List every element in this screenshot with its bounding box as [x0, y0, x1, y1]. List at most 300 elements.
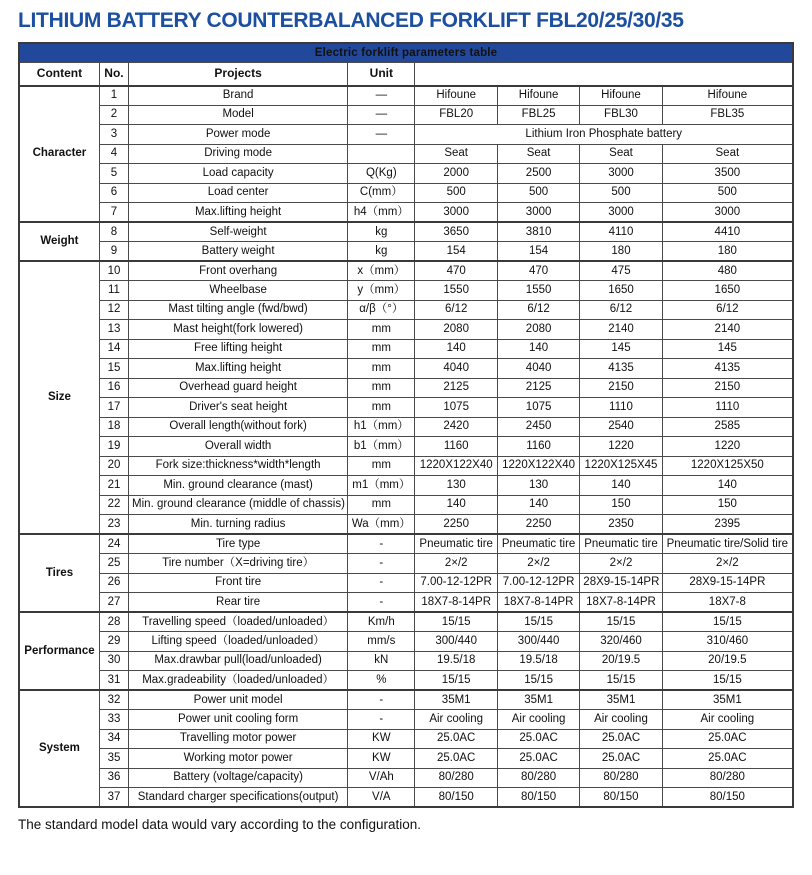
model-value: 18X7-8-14PR [497, 593, 579, 613]
model-value: 475 [580, 261, 662, 281]
table-row [19, 593, 793, 613]
model-value: 130 [497, 476, 579, 496]
project-name: Standard charger specifications(output) [129, 788, 348, 808]
unit-value: - [348, 534, 415, 554]
model-value: 2140 [580, 320, 662, 340]
project-name: Driving mode [129, 144, 348, 164]
row-number: 11 [99, 281, 128, 301]
page-title: LITHIUM BATTERY COUNTERBALANCED FORKLIFT FBL20/25/30/35 [18, 9, 684, 32]
row-number: 10 [99, 261, 128, 281]
model-value: 2250 [415, 515, 497, 535]
model-value: 1220X122X40 [497, 456, 579, 476]
table-row [19, 729, 793, 749]
model-value: Seat [580, 144, 662, 164]
table-row [19, 203, 793, 223]
model-value: 35M1 [497, 690, 579, 710]
row-number: 12 [99, 300, 128, 320]
model-value: 35M1 [580, 690, 662, 710]
row-number: 17 [99, 398, 128, 418]
model-value: 15/15 [580, 612, 662, 632]
project-name: Rear tire [129, 593, 348, 613]
unit-value: - [348, 593, 415, 613]
table-row [19, 573, 793, 593]
table-row [19, 261, 793, 281]
unit-value: V/A [348, 788, 415, 808]
model-value: FBL30 [580, 105, 662, 125]
model-value: 1160 [415, 437, 497, 457]
table-row [19, 339, 793, 359]
model-value: 80/280 [580, 768, 662, 788]
table-row [19, 144, 793, 164]
row-number: 27 [99, 593, 128, 613]
model-value: 140 [415, 339, 497, 359]
model-value: 80/150 [662, 788, 793, 808]
content-group-label: Weight [19, 222, 99, 261]
model-value: 150 [580, 495, 662, 515]
model-value: 6/12 [415, 300, 497, 320]
row-number: 22 [99, 495, 128, 515]
row-number: 29 [99, 632, 128, 652]
content-group-label: Character [19, 86, 99, 223]
table-title: Electric forklift parameters table [19, 43, 793, 63]
row-number: 34 [99, 729, 128, 749]
model-value: 1220X122X40 [415, 456, 497, 476]
model-value: 6/12 [662, 300, 793, 320]
model-value: 310/460 [662, 632, 793, 652]
row-number: 1 [99, 86, 128, 106]
model-value: 2140 [662, 320, 793, 340]
model-value: 15/15 [497, 671, 579, 691]
model-value: 7.00-12-12PR [497, 573, 579, 593]
model-value: 140 [580, 476, 662, 496]
model-value: 3500 [662, 164, 793, 184]
unit-value: V/Ah [348, 768, 415, 788]
model-value: 19.5/18 [497, 651, 579, 671]
project-name: Power unit model [129, 690, 348, 710]
model-value: Air cooling [415, 710, 497, 730]
model-value: 2420 [415, 417, 497, 437]
row-number: 33 [99, 710, 128, 730]
row-number: 14 [99, 339, 128, 359]
model-value: 500 [662, 183, 793, 203]
unit-value: h1（mm） [348, 417, 415, 437]
row-number: 31 [99, 671, 128, 691]
unit-value: KW [348, 729, 415, 749]
project-name: Fork size:thickness*width*length [129, 456, 348, 476]
table-row [19, 437, 793, 457]
model-value: 154 [415, 242, 497, 262]
model-value: 2×/2 [415, 554, 497, 574]
model-value: Hifoune [580, 86, 662, 106]
model-value: 300/440 [497, 632, 579, 652]
model-value: 180 [662, 242, 793, 262]
col-header-projects: Projects [129, 63, 348, 86]
model-value: Air cooling [497, 710, 579, 730]
parameters-table [18, 42, 794, 808]
unit-value [348, 144, 415, 164]
model-value: 80/150 [580, 788, 662, 808]
project-name: Max.gradeability（loaded/unloaded） [129, 671, 348, 691]
model-value: 80/150 [497, 788, 579, 808]
table-row [19, 534, 793, 554]
model-value: 35M1 [415, 690, 497, 710]
col-header-no: No. [99, 63, 128, 86]
unit-value: - [348, 710, 415, 730]
row-number: 15 [99, 359, 128, 379]
model-value: Pneumatic tire [580, 534, 662, 554]
row-number: 13 [99, 320, 128, 340]
project-name: Min. ground clearance (middle of chassis) [129, 495, 348, 515]
model-value: 25.0AC [580, 729, 662, 749]
project-name: Max.lifting height [129, 203, 348, 223]
model-value: Seat [415, 144, 497, 164]
model-value: 15/15 [415, 612, 497, 632]
row-number: 7 [99, 203, 128, 223]
model-value: 4135 [580, 359, 662, 379]
column-header-row [19, 63, 793, 86]
row-number: 32 [99, 690, 128, 710]
table-row [19, 242, 793, 262]
model-value: 1650 [580, 281, 662, 301]
unit-value: kN [348, 651, 415, 671]
model-value: 7.00-12-12PR [415, 573, 497, 593]
unit-value: - [348, 554, 415, 574]
col-header-models [415, 63, 793, 86]
model-value: 154 [497, 242, 579, 262]
model-value: 19.5/18 [415, 651, 497, 671]
project-name: Working motor power [129, 749, 348, 769]
model-value: 25.0AC [497, 749, 579, 769]
model-value: 4040 [415, 359, 497, 379]
project-name: Brand [129, 86, 348, 106]
unit-value: y（mm） [348, 281, 415, 301]
model-value: 1220X125X45 [580, 456, 662, 476]
row-number: 25 [99, 554, 128, 574]
unit-value: mm [348, 456, 415, 476]
model-value: 25.0AC [415, 729, 497, 749]
project-name: Free lifting height [129, 339, 348, 359]
model-value: Seat [497, 144, 579, 164]
table-row [19, 710, 793, 730]
model-value: 140 [415, 495, 497, 515]
project-name: Power unit cooling form [129, 710, 348, 730]
project-name: Front overhang [129, 261, 348, 281]
project-name: Model [129, 105, 348, 125]
model-value: 2×/2 [580, 554, 662, 574]
table-row [19, 768, 793, 788]
model-value: 2585 [662, 417, 793, 437]
model-value: 2450 [497, 417, 579, 437]
table-row [19, 320, 793, 340]
model-value: 150 [662, 495, 793, 515]
model-value: 1075 [497, 398, 579, 418]
col-header-content: Content [19, 63, 99, 86]
unit-value: % [348, 671, 415, 691]
model-value: 140 [497, 339, 579, 359]
project-name: Overall width [129, 437, 348, 457]
model-value: 18X7-8 [662, 593, 793, 613]
model-value: 15/15 [580, 671, 662, 691]
unit-value: Km/h [348, 612, 415, 632]
table-row [19, 398, 793, 418]
model-value: 2125 [497, 378, 579, 398]
model-value: Hifoune [497, 86, 579, 106]
table-row [19, 788, 793, 808]
parameters-tbody [19, 86, 793, 808]
model-value: 2080 [415, 320, 497, 340]
model-value: 1160 [497, 437, 579, 457]
table-title-row [19, 43, 793, 63]
unit-value: Wa（mm） [348, 515, 415, 535]
model-value: 25.0AC [662, 749, 793, 769]
project-name: Tire type [129, 534, 348, 554]
model-value: 470 [415, 261, 497, 281]
model-value: 18X7-8-14PR [415, 593, 497, 613]
content-group-label: Tires [19, 534, 99, 612]
model-value: 15/15 [497, 612, 579, 632]
table-row [19, 690, 793, 710]
model-value: 2080 [497, 320, 579, 340]
unit-value: b1（mm） [348, 437, 415, 457]
project-name: Overhead guard height [129, 378, 348, 398]
model-value: 1650 [662, 281, 793, 301]
table-row [19, 495, 793, 515]
project-name: Min. turning radius [129, 515, 348, 535]
model-value: 2500 [497, 164, 579, 184]
model-value: 1550 [415, 281, 497, 301]
unit-value: — [348, 86, 415, 106]
model-value: 470 [497, 261, 579, 281]
project-name: Mast height(fork lowered) [129, 320, 348, 340]
model-value: 140 [662, 476, 793, 496]
model-value: 3000 [580, 203, 662, 223]
table-row [19, 183, 793, 203]
table-row [19, 300, 793, 320]
model-value: 2125 [415, 378, 497, 398]
table-row [19, 164, 793, 184]
row-number: 21 [99, 476, 128, 496]
model-value: 3000 [662, 203, 793, 223]
unit-value: x（mm） [348, 261, 415, 281]
project-name: Self-weight [129, 222, 348, 242]
row-number: 36 [99, 768, 128, 788]
table-row [19, 105, 793, 125]
model-value: FBL20 [415, 105, 497, 125]
model-value: 4110 [580, 222, 662, 242]
model-value: 500 [415, 183, 497, 203]
model-value: 1220 [662, 437, 793, 457]
row-number: 26 [99, 573, 128, 593]
project-name: Battery (voltage/capacity) [129, 768, 348, 788]
row-number: 6 [99, 183, 128, 203]
model-value: FBL35 [662, 105, 793, 125]
content-group-label: Performance [19, 612, 99, 690]
unit-value: mm [348, 398, 415, 418]
row-number: 3 [99, 125, 128, 145]
model-value: 480 [662, 261, 793, 281]
model-value: 2150 [580, 378, 662, 398]
table-row [19, 554, 793, 574]
unit-value: KW [348, 749, 415, 769]
project-name: Load capacity [129, 164, 348, 184]
model-value: 2250 [497, 515, 579, 535]
table-row [19, 359, 793, 379]
row-number: 37 [99, 788, 128, 808]
model-value: Hifoune [415, 86, 497, 106]
model-value: 20/19.5 [662, 651, 793, 671]
row-number: 35 [99, 749, 128, 769]
model-value: 2150 [662, 378, 793, 398]
model-value: Pneumatic tire [497, 534, 579, 554]
unit-value: mm [348, 320, 415, 340]
model-value: 1220 [580, 437, 662, 457]
model-value: FBL25 [497, 105, 579, 125]
row-number: 9 [99, 242, 128, 262]
model-value: 80/150 [415, 788, 497, 808]
project-name: Wheelbase [129, 281, 348, 301]
model-value: 1075 [415, 398, 497, 418]
model-value: 2395 [662, 515, 793, 535]
table-row [19, 378, 793, 398]
content-group-label: System [19, 690, 99, 807]
table-row [19, 417, 793, 437]
model-value: 1220X125X50 [662, 456, 793, 476]
model-value: 25.0AC [415, 749, 497, 769]
project-name: Min. ground clearance (mast) [129, 476, 348, 496]
table-row [19, 281, 793, 301]
model-value: Pneumatic tire [415, 534, 497, 554]
model-value: 15/15 [662, 671, 793, 691]
project-name: Travelling motor power [129, 729, 348, 749]
model-value: 28X9-15-14PR [580, 573, 662, 593]
unit-value: C(mm） [348, 183, 415, 203]
row-number: 20 [99, 456, 128, 476]
model-value: 300/440 [415, 632, 497, 652]
unit-value: kg [348, 242, 415, 262]
project-name: Mast tilting angle (fwd/bwd) [129, 300, 348, 320]
model-value: 25.0AC [662, 729, 793, 749]
unit-value: mm [348, 339, 415, 359]
model-value: 4135 [662, 359, 793, 379]
table-row [19, 125, 793, 145]
model-value: 3650 [415, 222, 497, 242]
table-row [19, 86, 793, 106]
model-value: 1550 [497, 281, 579, 301]
model-value: Hifoune [662, 86, 793, 106]
project-name: Front tire [129, 573, 348, 593]
unit-value: - [348, 690, 415, 710]
row-number: 18 [99, 417, 128, 437]
unit-value: α/β（°） [348, 300, 415, 320]
row-number: 30 [99, 651, 128, 671]
unit-value: - [348, 573, 415, 593]
model-value: Air cooling [580, 710, 662, 730]
table-row [19, 476, 793, 496]
project-name: Max.lifting height [129, 359, 348, 379]
unit-value: Q(Kg) [348, 164, 415, 184]
model-value: 35M1 [662, 690, 793, 710]
model-value: Seat [662, 144, 793, 164]
model-value: 2000 [415, 164, 497, 184]
row-number: 16 [99, 378, 128, 398]
model-value: 500 [497, 183, 579, 203]
model-value: 3810 [497, 222, 579, 242]
project-name: Battery weight [129, 242, 348, 262]
row-number: 4 [99, 144, 128, 164]
model-value: 80/280 [497, 768, 579, 788]
model-value: 6/12 [580, 300, 662, 320]
model-value: 1110 [662, 398, 793, 418]
row-number: 2 [99, 105, 128, 125]
model-value: Pneumatic tire/Solid tire [662, 534, 793, 554]
row-number: 23 [99, 515, 128, 535]
model-value: 140 [497, 495, 579, 515]
unit-value: kg [348, 222, 415, 242]
unit-value: mm [348, 495, 415, 515]
unit-value: h4（mm） [348, 203, 415, 223]
table-row [19, 749, 793, 769]
project-name: Max.drawbar pull(load/unloaded) [129, 651, 348, 671]
model-value: 145 [580, 339, 662, 359]
project-name: Travelling speed（loaded/unloaded） [129, 612, 348, 632]
row-number: 8 [99, 222, 128, 242]
table-row [19, 515, 793, 535]
project-name: Driver's seat height [129, 398, 348, 418]
model-value: 15/15 [662, 612, 793, 632]
model-value: 145 [662, 339, 793, 359]
model-value: 25.0AC [497, 729, 579, 749]
model-value: 15/15 [415, 671, 497, 691]
row-number: 5 [99, 164, 128, 184]
content-group-label: Size [19, 261, 99, 534]
unit-value: m1（mm） [348, 476, 415, 496]
model-value: 28X9-15-14PR [662, 573, 793, 593]
model-value: 180 [580, 242, 662, 262]
table-row [19, 456, 793, 476]
model-value: 500 [580, 183, 662, 203]
model-value: 2×/2 [497, 554, 579, 574]
col-header-unit: Unit [348, 63, 415, 86]
row-number: 28 [99, 612, 128, 632]
row-number: 19 [99, 437, 128, 457]
model-value: 4040 [497, 359, 579, 379]
row-number: 24 [99, 534, 128, 554]
project-name: Load center [129, 183, 348, 203]
table-row [19, 632, 793, 652]
model-value: 20/19.5 [580, 651, 662, 671]
unit-value: mm [348, 359, 415, 379]
model-value: 2350 [580, 515, 662, 535]
project-name: Power mode [129, 125, 348, 145]
model-value: 3000 [497, 203, 579, 223]
table-row [19, 671, 793, 691]
model-value: 320/460 [580, 632, 662, 652]
model-value: 3000 [415, 203, 497, 223]
model-value: 4410 [662, 222, 793, 242]
unit-value: — [348, 125, 415, 145]
model-value: 2×/2 [662, 554, 793, 574]
table-row [19, 222, 793, 242]
project-name: Lifting speed（loaded/unloaded） [129, 632, 348, 652]
model-value: 80/280 [415, 768, 497, 788]
project-name: Tire number（X=driving tire） [129, 554, 348, 574]
model-value: 3000 [580, 164, 662, 184]
model-value: 1110 [580, 398, 662, 418]
model-value: 2540 [580, 417, 662, 437]
model-value: 18X7-8-14PR [580, 593, 662, 613]
model-value: 25.0AC [580, 749, 662, 769]
model-value: 80/280 [662, 768, 793, 788]
